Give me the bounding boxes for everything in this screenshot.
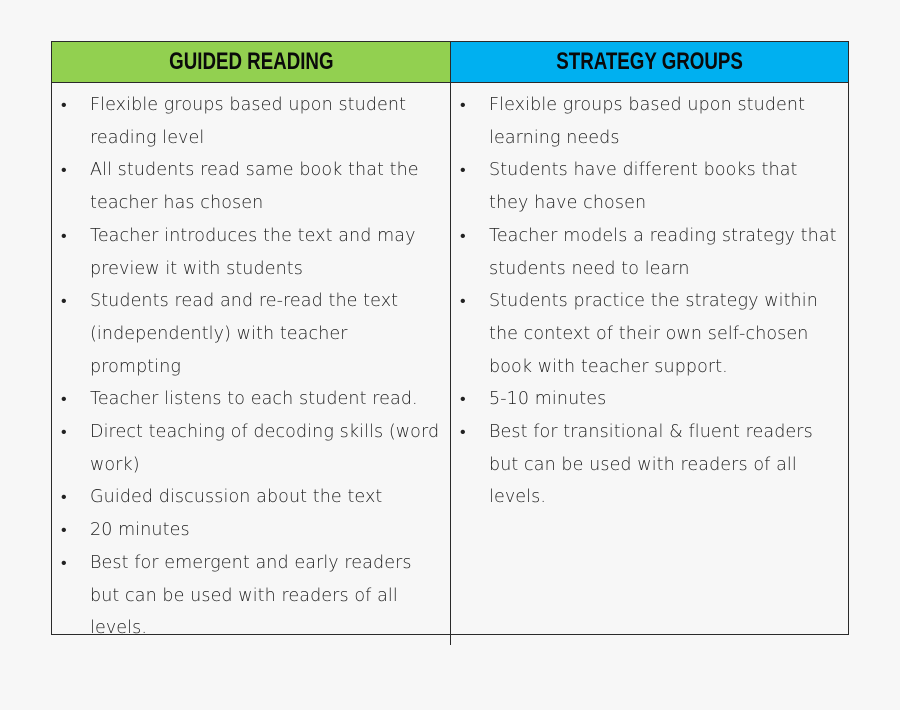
strategy-groups-column [451,83,848,645]
list-item [451,89,848,154]
list-item [52,481,450,514]
list-item-text: Direct teaching of decoding skills (word work) [90,422,440,475]
bullet-icon: • [61,225,67,245]
list-item [451,220,848,285]
list-item-text: Flexible groups based upon student learning needs [489,95,806,148]
list-item-text: Guided discussion about the text [90,487,383,508]
bullet-icon: • [61,291,67,311]
list-item-text: Teacher models a reading strategy that students need to learn [489,225,837,279]
bullet-icon: • [61,95,67,114]
list-item [451,416,848,514]
bullet-icon: • [61,552,67,572]
list-item-text: Students practice the strategy within the context of their own self-chosen book with teacher support. [489,291,818,377]
list-item-text: Teacher listens to each student read. [90,389,418,410]
bullet-icon: • [61,422,67,442]
guided-reading-title: GUIDED READING [168,48,334,75]
strategy-groups-list [451,89,848,514]
guided-reading-header [52,42,451,83]
list-item [451,154,848,219]
guided-reading-column [52,83,451,645]
bullet-icon: • [61,160,67,180]
bullet-icon: • [460,389,466,409]
strategy-groups-title: STRATEGY GROUPS [556,48,743,75]
guided-reading-list [52,89,450,645]
list-item-text: Teacher introduces the text and may preview it with students [90,225,416,279]
list-item-text: Best for transitional & fluent readers but can be used with readers of all levels. [489,422,813,508]
bullet-icon: • [460,291,466,311]
bullet-icon: • [460,422,466,442]
list-item [52,416,450,481]
list-item [52,89,450,154]
comparison-table [51,41,849,639]
list-item-text: 20 minutes [90,520,190,541]
list-item-text: Students read and re-read the text (independently) with teacher prompting [90,291,399,377]
list-item [52,547,450,645]
bullet-icon: • [460,160,466,180]
bullet-icon: • [61,520,67,540]
list-item-text: Flexible groups based upon student reading level [90,95,407,148]
bullet-icon: • [460,95,466,114]
list-item-text: All students read same book that the teacher has chosen [90,160,419,214]
list-item [451,285,848,383]
list-item [52,514,450,547]
bullet-icon: • [61,487,67,507]
list-item [52,383,450,416]
list-item-text: Best for emergent and early readers but can be used with readers of all levels. [90,552,412,639]
list-item-text: Students have different books that they have chosen [489,160,798,214]
list-item-text: 5-10 minutes [489,389,607,410]
list-item [52,285,450,383]
bullet-icon: • [460,225,466,245]
strategy-groups-header [451,42,848,83]
list-item [52,154,450,219]
list-item [451,383,848,416]
bullet-icon: • [61,389,67,409]
list-item [52,220,450,285]
